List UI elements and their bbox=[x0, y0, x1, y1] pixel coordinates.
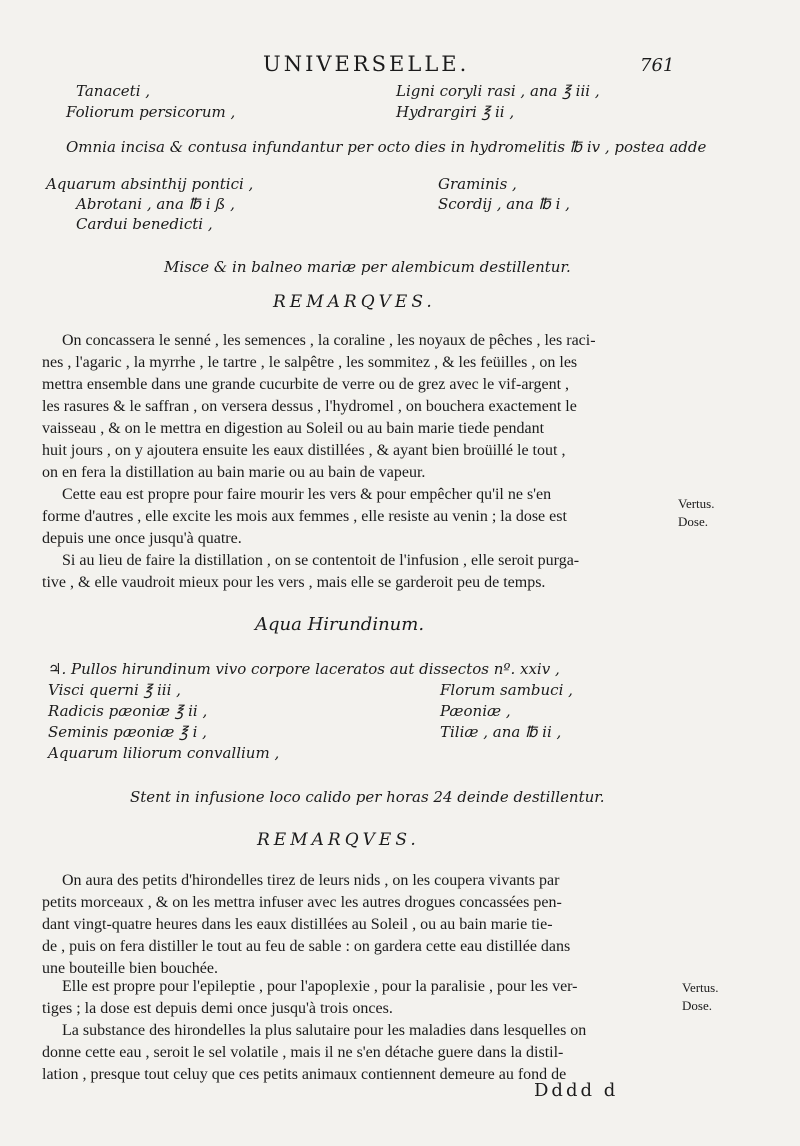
ingredient: ♃. Pullos hirundinum vivo corpore laceratos aut dissectos nº. xxiv , bbox=[48, 660, 560, 678]
ingredient: Graminis , bbox=[438, 175, 517, 193]
ingredient: Radicis pæoniæ ℥ ii , bbox=[48, 702, 208, 720]
printer-signature: Dddd d bbox=[534, 1080, 619, 1101]
ingredient: Tanaceti , bbox=[76, 82, 151, 100]
section-heading: REMARQVES. bbox=[257, 830, 420, 850]
ingredient: Seminis pæoniæ ℥ i , bbox=[48, 723, 207, 741]
ingredient: Hydrargiri ℥ ii , bbox=[396, 103, 515, 121]
text-line: on en fera la distillation au bain marie ou au bain de vapeur. bbox=[42, 464, 426, 481]
ingredient: Pæoniæ , bbox=[440, 702, 511, 720]
recipe-instruction: Omnia incisa & contusa infundantur per octo dies in hydromelitis ℔ iv , postea adde bbox=[66, 138, 707, 156]
text-line: dant vingt-quatre heures dans les eaux distillées au Soleil , ou au bain marie tie- bbox=[42, 916, 553, 933]
page-number: 761 bbox=[640, 55, 675, 76]
ingredient: Tiliæ , ana ℔ ii , bbox=[440, 723, 562, 741]
ingredient: Abrotani , ana ℔ i ß , bbox=[76, 195, 235, 213]
ingredient: Florum sambuci , bbox=[440, 681, 573, 699]
text-line: Cette eau est propre pour faire mourir les vers & pour empêcher qu'il ne s'en bbox=[62, 486, 552, 503]
ingredient: Aquarum absinthij pontici , bbox=[46, 175, 254, 193]
paragraph bbox=[42, 330, 674, 484]
text-line: tiges ; la dose est depuis demi once jusqu'à trois onces. bbox=[42, 1000, 393, 1017]
text-line: lation , presque tout celuy que ces petits animaux contiennent demeure au fond de bbox=[42, 1066, 567, 1083]
paragraph bbox=[42, 484, 674, 550]
ingredient: Visci querni ℥ iii , bbox=[48, 681, 181, 699]
text-line: donne cette eau , seroit le sel volatile , mais il ne s'en détache guere dans la distil- bbox=[42, 1044, 564, 1061]
text-line: depuis une once jusqu'à quatre. bbox=[42, 530, 242, 547]
text-line: forme d'autres , elle excite les mois aux femmes , elle resiste au venin ; la dose est bbox=[42, 508, 567, 525]
text-line: tive , & elle vaudroit mieux pour les vers , mais elle se garderoit peu de temps. bbox=[42, 574, 546, 591]
recipe-title: Aqua Hirundinum. bbox=[255, 614, 425, 635]
text-line: Si au lieu de faire la distillation , on se contentoit de l'infusion , elle seroit purga- bbox=[62, 552, 580, 569]
paragraph bbox=[42, 550, 674, 594]
text-line: Elle est propre pour l'epileptie , pour l'apoplexie , pour la paralisie , pour les ver- bbox=[62, 978, 578, 995]
running-header-title: UNIVERSELLE. bbox=[263, 52, 470, 76]
text-line: vaisseau , & on le mettra en digestion au Soleil ou au bain marie tiede pendant bbox=[42, 420, 545, 437]
text-line: nes , l'agaric , la myrrhe , le tartre , le salpêtre , les sommitez , & les feüilles , on les bbox=[42, 354, 578, 371]
paragraph bbox=[42, 1020, 674, 1086]
text-line: petits morceaux , & on les mettra infuser avec les autres drogues concassées pen- bbox=[42, 894, 562, 911]
ingredient: Scordij , ana ℔ i , bbox=[438, 195, 570, 213]
margin-note-dose: Dose. bbox=[678, 514, 708, 529]
margin-note-dose: Dose. bbox=[682, 998, 712, 1013]
text-line: de , puis on fera distiller le tout au feu de sable : on gardera cette eau distillée dans bbox=[42, 938, 571, 955]
paragraph bbox=[42, 870, 674, 980]
ingredient: Aquarum liliorum convallium , bbox=[48, 744, 280, 762]
text-line: La substance des hirondelles la plus salutaire pour les maladies dans lesquelles on bbox=[62, 1022, 587, 1039]
section-heading: REMARQVES. bbox=[273, 292, 436, 312]
recipe-closing: Misce & in balneo mariæ per alembicum destillentur. bbox=[164, 258, 571, 276]
text-line: une bouteille bien bouchée. bbox=[42, 960, 218, 977]
text-line: huit jours , on y ajoutera ensuite les eaux distillées , & ayant bien broüillé le tout , bbox=[42, 442, 566, 459]
text-line: mettra ensemble dans une grande cucurbite de verre ou de grez avec le vif-argent , bbox=[42, 376, 570, 393]
text-line: On concassera le senné , les semences , la coraline , les noyaux de pêches , les raci- bbox=[62, 332, 596, 349]
ingredient: Foliorum persicorum , bbox=[66, 103, 236, 121]
text-line: les rasures & le saffran , on versera dessus , l'hydromel , on bouchera exactement le bbox=[42, 398, 577, 415]
ingredient: Cardui benedicti , bbox=[76, 215, 213, 233]
ingredient: Ligni coryli rasi , ana ℥ iii , bbox=[396, 82, 600, 100]
recipe-instruction: Stent in infusione loco calido per horas 24 deinde destillentur. bbox=[130, 788, 605, 806]
text-line: On aura des petits d'hirondelles tirez de leurs nids , on les coupera vivants par bbox=[62, 872, 560, 889]
paragraph bbox=[42, 976, 674, 1020]
margin-note-vertus: Vertus. bbox=[678, 496, 715, 511]
margin-note-vertus: Vertus. bbox=[682, 980, 719, 995]
